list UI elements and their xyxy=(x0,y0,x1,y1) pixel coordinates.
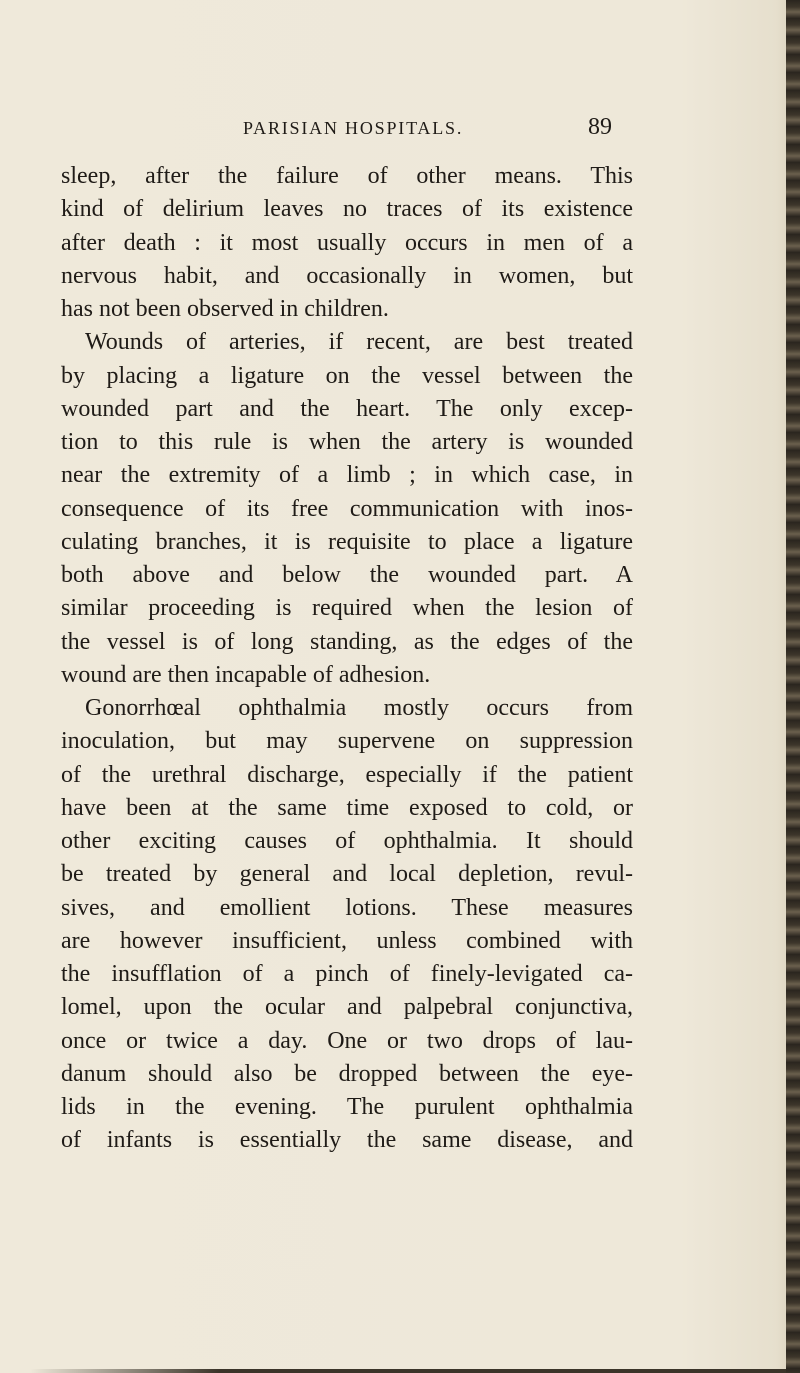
running-head xyxy=(0,114,800,144)
text-line: of the urethral discharge, especially if the patient xyxy=(61,761,633,788)
text-line: lids in the evening. The purulent ophthalmia xyxy=(61,1094,633,1120)
text-line: danum should also be dropped between the eye- xyxy=(61,1060,633,1087)
text-line: tion to this rule is when the artery is wounded xyxy=(61,429,633,455)
text-line: of infants is essentially the same disease, and xyxy=(61,1127,633,1154)
text-line: sives, and emollient lotions. These measures xyxy=(61,894,633,921)
text-line: the insufflation of a pinch of finely-levigated ca- xyxy=(61,961,633,987)
text-line: near the extremity of a limb ; in which case, in xyxy=(61,462,633,489)
page-number: 89 xyxy=(588,114,612,140)
text-line: wounded part and the heart. The only excep- xyxy=(61,395,633,422)
text-line: Gonorrhœal ophthalmia mostly occurs from xyxy=(85,695,633,721)
running-head-title: PARISIAN HOSPITALS. xyxy=(243,118,464,138)
text-line: wound are then incapable of adhesion. xyxy=(61,661,431,688)
page-edge-shadow xyxy=(786,0,800,1373)
text-line: consequence of its free communication with inos- xyxy=(61,495,633,522)
text-line: other exciting causes of ophthalmia. It should xyxy=(61,828,633,854)
text-line: both above and below the wounded part. A xyxy=(61,562,633,588)
text-line: similar proceeding is required when the lesion of xyxy=(61,595,633,622)
text-line: be treated by general and local depletion, revul- xyxy=(61,861,633,888)
text-line: lomel, upon the ocular and palpebral conjunctiva, xyxy=(61,994,633,1021)
text-line: nervous habit, and occasionally in women, but xyxy=(61,262,633,289)
text-line: Wounds of arteries, if recent, are best treated xyxy=(85,329,633,356)
text-line: have been at the same time exposed to cold, or xyxy=(61,794,633,821)
text-line: after death : it most usually occurs in men of a xyxy=(61,229,633,256)
bottom-edge-shadow xyxy=(30,1369,786,1373)
text-line: the vessel is of long standing, as the edges of the xyxy=(61,628,633,655)
text-line: has not been observed in children. xyxy=(61,296,389,322)
text-line: kind of delirium leaves no traces of its existence xyxy=(61,196,633,223)
text-line: by placing a ligature on the vessel between the xyxy=(61,362,633,389)
text-line: once or twice a day. One or two drops of lau- xyxy=(61,1027,633,1054)
text-line: are however insufficient, unless combined with xyxy=(61,927,633,954)
body-text xyxy=(61,160,633,1158)
text-line: inoculation, but may supervene on suppression xyxy=(61,728,633,755)
text-line: culating branches, it is requisite to place a ligature xyxy=(61,528,633,555)
text-line: sleep, after the failure of other means. This xyxy=(61,163,633,189)
